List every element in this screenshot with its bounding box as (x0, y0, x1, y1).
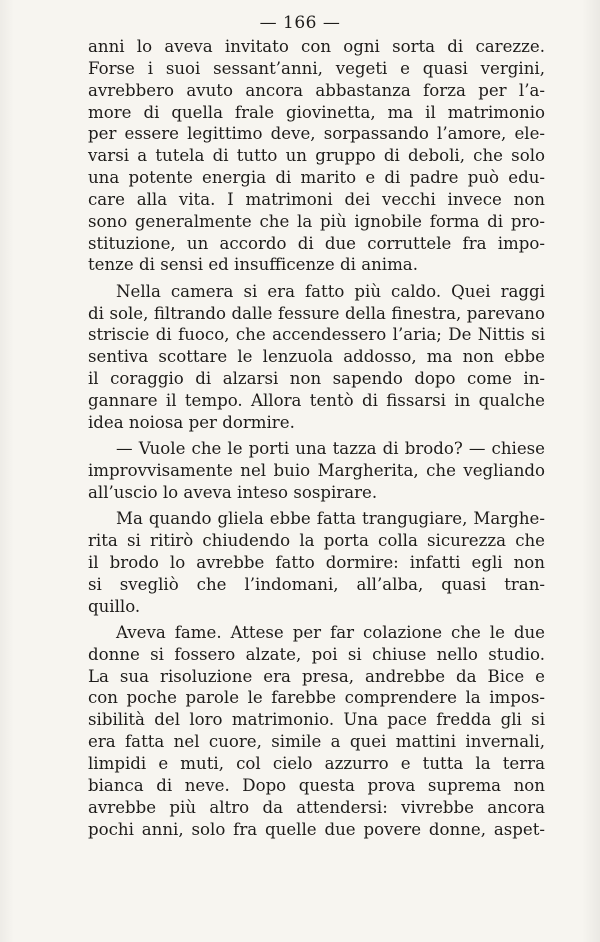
text-line: all’uscio lo aveva inteso sospirare. (88, 482, 378, 502)
paragraph (88, 508, 545, 617)
body-text (88, 36, 545, 840)
text-line: Ma quando gliela ebbe fatta trangugiare, Marghe- (116, 509, 545, 529)
text-line: idea noiosa per dormire. (88, 412, 295, 432)
text-line: tenze di sensi ed insufficenze di anima. (88, 255, 418, 275)
text-line: con poche parole le farebbe comprendere la impos- (88, 688, 545, 708)
text-line: — Vuole che le porti una tazza di brodo? — chiese (116, 439, 545, 459)
text-line: avrebbero avuto ancora abbastanza forza per l’a- (88, 80, 545, 100)
text-line: limpidi e muti, col cielo azzurro e tutta la terra (88, 754, 545, 773)
text-line: more di quella frale giovinetta, ma il matrimonio (88, 102, 545, 122)
page-number: — 166 — (259, 13, 341, 33)
text-line: improvvisamente nel buio Margherita, che vegliando (88, 461, 545, 481)
text-line: Nella camera si era fatto più caldo. Quei raggi (116, 281, 545, 301)
text-line: Aveva fame. Attese per far colazione che le due (116, 622, 545, 642)
text-line: per essere legittimo deve, sorpassando l’amore, ele- (88, 124, 545, 144)
text-line: pochi anni, solo fra quelle due povere donne, aspet- (88, 819, 545, 839)
text-line: sibilità del loro matrimonio. Una pace fredda gli si (88, 710, 545, 730)
text-line: gannare il tempo. Allora tentò di fissarsi in qualche (88, 391, 545, 410)
text-line: anni lo aveva invitato con ogni sorta di carezze. (88, 37, 545, 56)
text-line: sono generalmente che la più ignobile forma di pro- (88, 211, 545, 231)
paragraph (88, 36, 545, 276)
text-line: varsi a tutela di tutto un gruppo di deboli, che solo (88, 146, 545, 166)
text-line: care alla vita. I matrimoni dei vecchi invece non (88, 189, 545, 209)
text-line: sentiva scottare le lenzuola addosso, ma non ebbe (88, 347, 545, 367)
text-line: avrebbe più altro da attendersi: vivrebbe ancora (88, 797, 545, 817)
paragraph (88, 622, 545, 840)
text-line: si svegliò che l’indomani, all’alba, quasi tran- (88, 574, 545, 594)
paragraph (88, 438, 545, 504)
text-line: quillo. (88, 596, 141, 616)
text-line: una potente energia di marito e di padre può edu- (88, 168, 545, 188)
text-line: il coraggio di alzarsi non sapendo dopo come in- (88, 369, 545, 389)
text-line: stituzione, un accordo di due corruttele fra impo- (88, 233, 545, 253)
text-line: era fatta nel cuore, simile a quei mattini invernali, (88, 732, 545, 752)
paragraph (88, 281, 545, 434)
text-line: La sua risoluzione era presa, andrebbe da Bice e (88, 666, 545, 686)
text-line: di sole, filtrando dalle fessure della finestra, parevano (88, 303, 545, 323)
text-line: Forse i suoi sessant’anni, vegeti e quasi vergini, (88, 58, 545, 78)
text-line: donne si fossero alzate, poi si chiuse nello studio. (88, 644, 545, 664)
text-line: striscie di fuoco, che accendessero l’aria; De Nittis si (88, 325, 545, 345)
text-line: il brodo lo avrebbe fatto dormire: infatti egli non (88, 552, 545, 572)
text-line: rita si ritirò chiudendo la porta colla sicurezza che (88, 531, 545, 551)
text-line: bianca di neve. Dopo questa prova suprema non (88, 775, 545, 795)
